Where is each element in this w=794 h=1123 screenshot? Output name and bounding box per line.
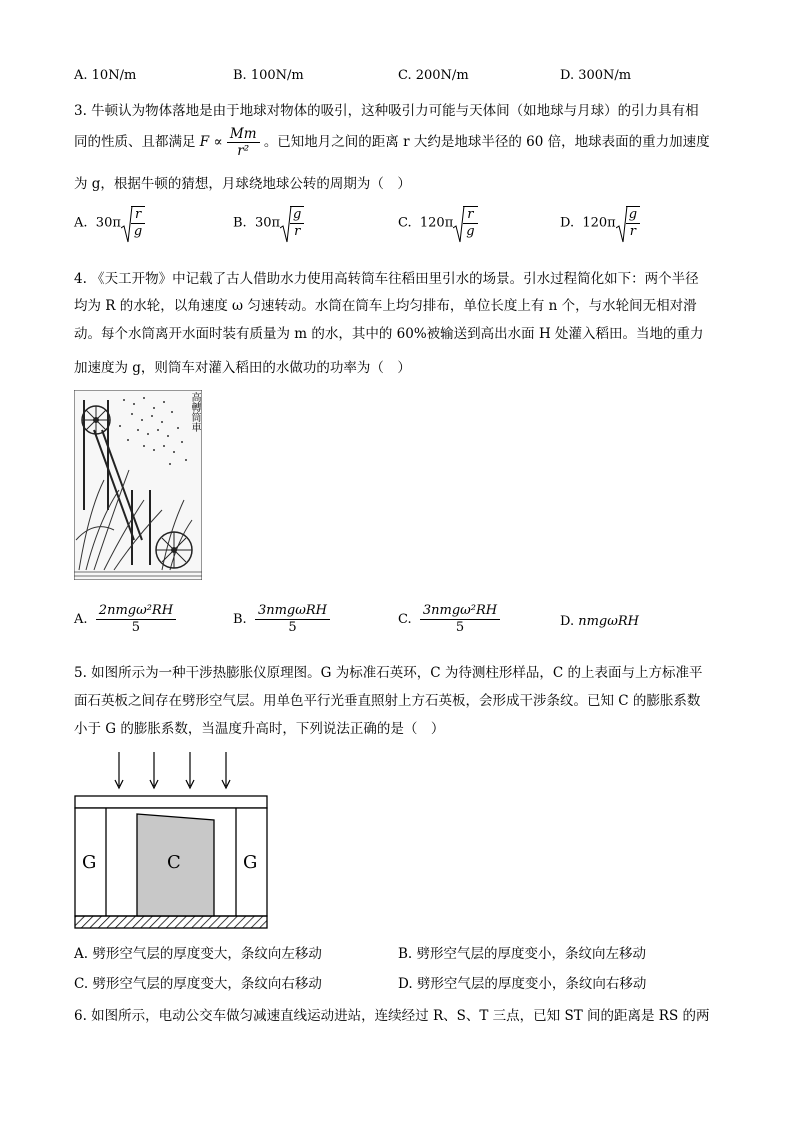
q3-line-1: 3. 牛顿认为物体落地是由于地球对物体的吸引，这种吸引力可能与天体间（如地球与月球）的引力具有相 xyxy=(74,103,699,119)
q3-line-2-pre: 同的性质、且都满足 xyxy=(74,134,196,150)
q4-option-label: B. xyxy=(233,612,247,627)
q3-formula-num: Mm xyxy=(227,126,260,143)
q4-option-num: 3nmgωRH xyxy=(255,603,330,620)
q3-option-coef: 30π xyxy=(254,215,281,231)
q5-line-3: 小于 G 的膨胀系数，当温度升高时，下列说法正确的是（ ） xyxy=(74,721,445,737)
q5-option-a: A. 劈形空气层的厚度变大，条纹向左移动 xyxy=(74,946,322,962)
q4-option-fraction xyxy=(420,603,500,636)
q3-option-label: C. xyxy=(398,215,412,231)
q4-option-expr: nmgωRH xyxy=(578,614,639,629)
q4-option-label: D. xyxy=(560,614,575,629)
q5-line-1: 5. 如图所示为一种干涉热膨胀仪原理图。G 为标准石英环，C 为待测柱形样品，C 的上表面与上方标准平 xyxy=(74,665,703,681)
q4-option-b xyxy=(233,603,330,636)
q4-option-fraction xyxy=(255,603,330,636)
q3-option-num: g xyxy=(626,207,640,224)
q2-option-b: B. 100N/m xyxy=(233,68,304,83)
q3-option-den: g xyxy=(133,224,143,239)
sqrt-symbol xyxy=(280,206,304,240)
q3-formula-den: r² xyxy=(237,143,250,159)
q4-option-d xyxy=(560,614,639,629)
sqrt-symbol xyxy=(453,206,477,240)
q3-option-label: D. xyxy=(560,215,575,231)
dilatometer-diagram xyxy=(74,748,270,932)
q3-option-label: A. xyxy=(74,215,88,231)
q5-option-b: B. 劈形空气层的厚度变小，条纹向左移动 xyxy=(398,946,647,962)
q3-option-a xyxy=(74,206,145,240)
q3-option-b xyxy=(233,206,304,240)
q3-option-coef: 120π xyxy=(419,215,454,231)
q4-option-a xyxy=(74,603,176,636)
q3-option-num: r xyxy=(131,207,145,224)
q3-option-c xyxy=(398,206,478,240)
sqrt-symbol xyxy=(616,206,640,240)
q5-option-c: C. 劈形空气层的厚度变大，条纹向右移动 xyxy=(74,976,322,992)
q3-option-coef: 30π xyxy=(95,215,121,231)
q4-line-2: 均为 R 的水轮，以角速度 ω 匀速转动。水筒在筒车上均匀排布，单位长度上有 n 个，与水轮间无相对滑 xyxy=(74,298,697,314)
waterwheel-engraving xyxy=(74,390,202,580)
q2-option-d: D. 300N/m xyxy=(560,68,632,83)
engraving-caption: 高轉筒車 xyxy=(189,392,200,432)
q4-option-num: 3nmgω²RH xyxy=(420,603,500,620)
q4-option-den: 5 xyxy=(288,620,297,635)
diagram-label-g-left: G xyxy=(82,852,97,873)
q3-option-den: g xyxy=(466,224,475,239)
q4-line-4: 加速度为 g，则筒车对灌入稻田的水做功的功率为（ ） xyxy=(74,360,411,376)
q3-formula-fraction xyxy=(227,126,260,159)
q3-line-2-post: 。已知地月之间的距离 r 大约是地球半径的 60 倍，地球表面的重力加速度 xyxy=(263,134,710,150)
diagram-label-g-right: G xyxy=(243,852,258,873)
q4-option-den: 5 xyxy=(455,620,465,635)
sqrt-symbol xyxy=(121,206,145,240)
q4-line-1: 4. 《天工开物》中记载了古人借助水力使用高转筒车往稻田里引水的场景。引水过程简化如下：两个半径 xyxy=(74,271,699,287)
q4-option-label: C. xyxy=(398,612,412,627)
q3-option-coef: 120π xyxy=(582,215,616,231)
q3-option-den: r xyxy=(629,224,636,239)
q3-line-3: 为 g，根据牛顿的猜想，月球绕地球公转的周期为（ ） xyxy=(74,176,411,192)
q4-option-fraction xyxy=(96,603,176,636)
q3-formula-lhs: F ∝ xyxy=(199,134,223,150)
q3-line-2 xyxy=(74,126,710,159)
q4-option-label: A. xyxy=(74,612,88,627)
q5-line-2: 面石英板之间存在劈形空气层。用单色平行光垂直照射上方石英板，会形成干涉条纹。已知 C 的膨胀系数 xyxy=(74,693,701,709)
q3-option-num: g xyxy=(290,207,304,224)
q3-option-den: r xyxy=(294,224,301,239)
q3-option-label: B. xyxy=(233,215,247,231)
q3-option-d xyxy=(560,206,640,240)
diagram-label-c: C xyxy=(167,852,181,873)
q2-option-a: A. 10N/m xyxy=(74,68,137,83)
q4-option-den: 5 xyxy=(131,620,141,635)
q2-option-c: C. 200N/m xyxy=(398,68,469,83)
q3-option-num: r xyxy=(463,207,477,224)
q4-line-3: 动。每个水筒离开水面时装有质量为 m 的水，其中的 60%被输送到高出水面 H 处灌入稻田。当地的重力 xyxy=(74,326,704,342)
q4-option-num: 2nmgω²RH xyxy=(96,603,176,620)
q5-option-d: D. 劈形空气层的厚度变小，条纹向右移动 xyxy=(398,976,647,992)
q4-option-c xyxy=(398,603,500,636)
q6-line-1: 6. 如图所示，电动公交车做匀减速直线运动进站，连续经过 R、S、T 三点，已知 ST 间的距离是 RS 的两 xyxy=(74,1008,710,1024)
